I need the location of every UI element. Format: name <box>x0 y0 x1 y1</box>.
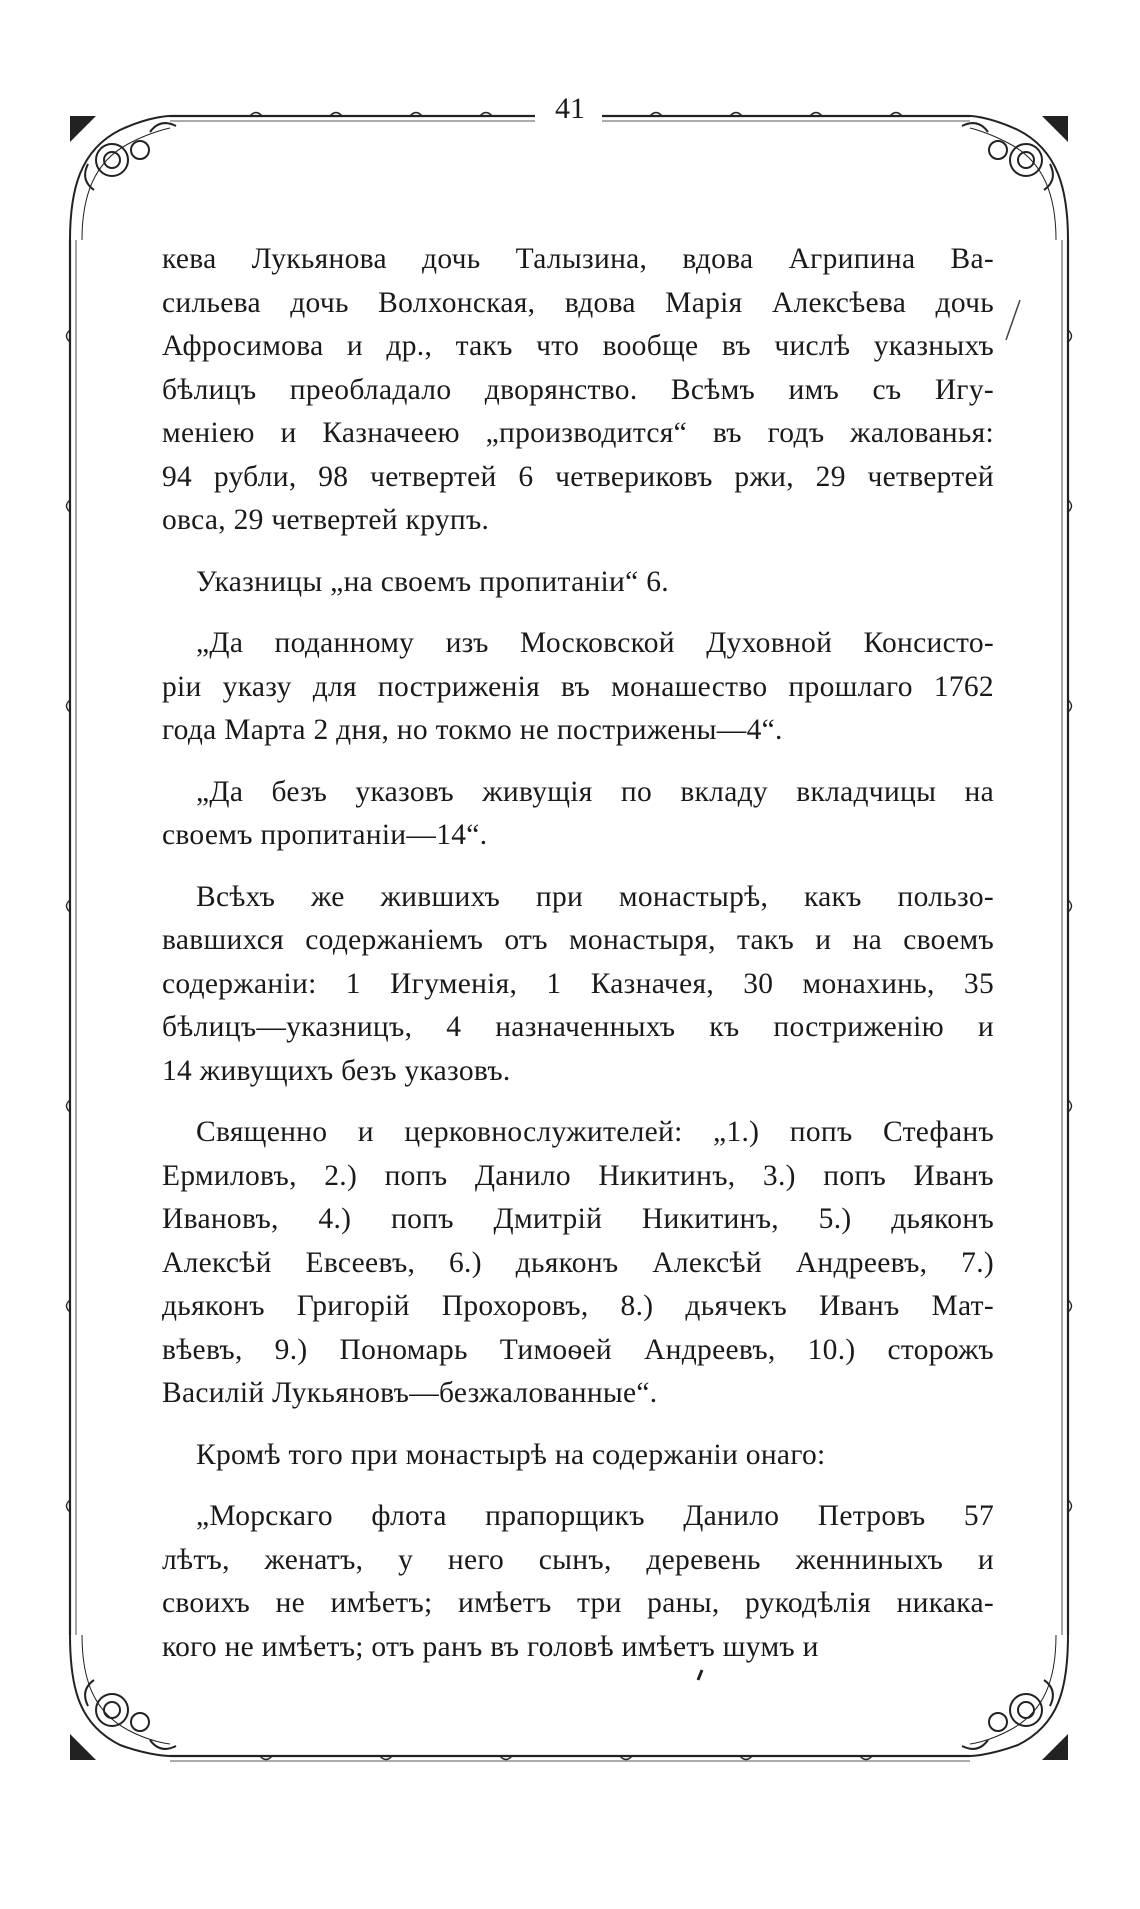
text-line: вѣевъ, 9.) Пономарь Тимоѳей Андреевъ, 10.) сторожъ <box>162 1333 994 1366</box>
corner-ornament-top-left <box>70 116 176 240</box>
text-line: 14 живущихъ безъ указовъ. <box>162 1054 511 1087</box>
text-line: Афросимова и др., такъ что вообще въ числѣ указныхъ <box>162 330 994 362</box>
paragraph <box>162 561 994 605</box>
text-line: кева Лукьянова дочь Талызина, вдова Агрипина Ва- <box>162 243 994 275</box>
paragraph <box>162 876 994 1094</box>
text-line: содержаніи: 1 Игуменія, 1 Казначея, 30 монахинь, 35 <box>162 967 994 1000</box>
text-line: года Марта 2 дня, но токмо не пострижены—4“. <box>162 714 783 746</box>
text-line: лѣтъ, женатъ, у него сынъ, деревень женниныхъ и <box>162 1543 994 1576</box>
paragraph <box>162 1495 994 1669</box>
stray-mark <box>698 1670 702 1680</box>
text-line: овса, 29 четвертей крупъ. <box>162 504 490 536</box>
text-line: Ермиловъ, 2.) попъ Данило Никитинъ, 3.) попъ Иванъ <box>162 1159 994 1192</box>
text-line: Всѣхъ же жившихъ при монастырѣ, какъ пользо- <box>196 880 994 913</box>
text-line: бѣлицъ—указницъ, 4 назначенныхъ къ постриженію и <box>162 1011 994 1043</box>
text-line: своемъ пропитаніи—14“. <box>162 819 488 851</box>
paragraph <box>162 1111 994 1416</box>
text-line: бѣлицъ преобладало дворянство. Всѣмъ имъ съ Игу- <box>162 373 994 406</box>
text-line: сильева дочь Волхонская, вдова Марія Алексѣева дочь <box>162 286 994 319</box>
text-line: Ивановъ, 4.) попъ Дмитрій Никитинъ, 5.) дьяконъ <box>162 1203 994 1235</box>
paragraph <box>162 771 994 858</box>
text-line: Указницы „на своемъ пропитаніи“ 6. <box>196 565 669 598</box>
text-line: Кромѣ того при монастырѣ на содержаніи онаго: <box>196 1438 826 1471</box>
paragraph <box>162 1434 994 1478</box>
paragraph <box>162 622 994 753</box>
page-number: 41 <box>555 92 585 125</box>
paragraph-gap <box>162 1416 994 1434</box>
text-line: „Да безъ указовъ живущія по вкладу вкладчицы на <box>196 775 994 808</box>
corner-ornament-top-right <box>962 116 1068 240</box>
text-line: дьяконъ Григорій Прохоровъ, 8.) дьячекъ Иванъ Мат- <box>162 1290 994 1322</box>
text-line: своихъ не имѣетъ; имѣетъ три раны, рукодѣлія никака- <box>162 1587 994 1619</box>
stray-mark <box>1006 300 1020 340</box>
body-text <box>162 238 994 1669</box>
text-line: ріи указу для постриженія въ монашество прошлаго 1762 <box>162 670 994 703</box>
text-line: Священно и церковнослужителей: „1.) попъ Стефанъ <box>196 1116 994 1148</box>
paragraph-gap <box>162 543 994 561</box>
text-line: меніею и Казначеею „производится“ въ годъ жалованья: <box>162 417 994 449</box>
text-line: „Да поданному изъ Московской Духовной Консисто- <box>196 627 994 659</box>
paragraph-gap <box>162 604 994 622</box>
paragraph-gap <box>162 1477 994 1495</box>
text-line: „Морскаго флота прапорщикъ Данило Петровъ 57 <box>196 1500 994 1532</box>
paragraph-gap <box>162 1093 994 1111</box>
text-line: кого не имѣетъ; отъ ранъ въ головѣ имѣетъ шумъ и <box>162 1630 819 1663</box>
text-line: 94 рубли, 98 четвертей 6 четвериковъ ржи, 29 четвертей <box>162 460 994 493</box>
text-line: Алексѣй Евсеевъ, 6.) дьяконъ Алексѣй Андреевъ, 7.) <box>162 1246 994 1279</box>
text-line: Василій Лукьяновъ—безжалованные“. <box>162 1377 658 1409</box>
corner-ornament-bottom-left <box>70 1635 176 1760</box>
paragraph <box>162 238 994 543</box>
paragraph-gap <box>162 753 994 771</box>
paragraph-gap <box>162 858 994 876</box>
text-line: вавшихся содержаніемъ отъ монастыря, такъ и на своемъ <box>162 924 994 956</box>
